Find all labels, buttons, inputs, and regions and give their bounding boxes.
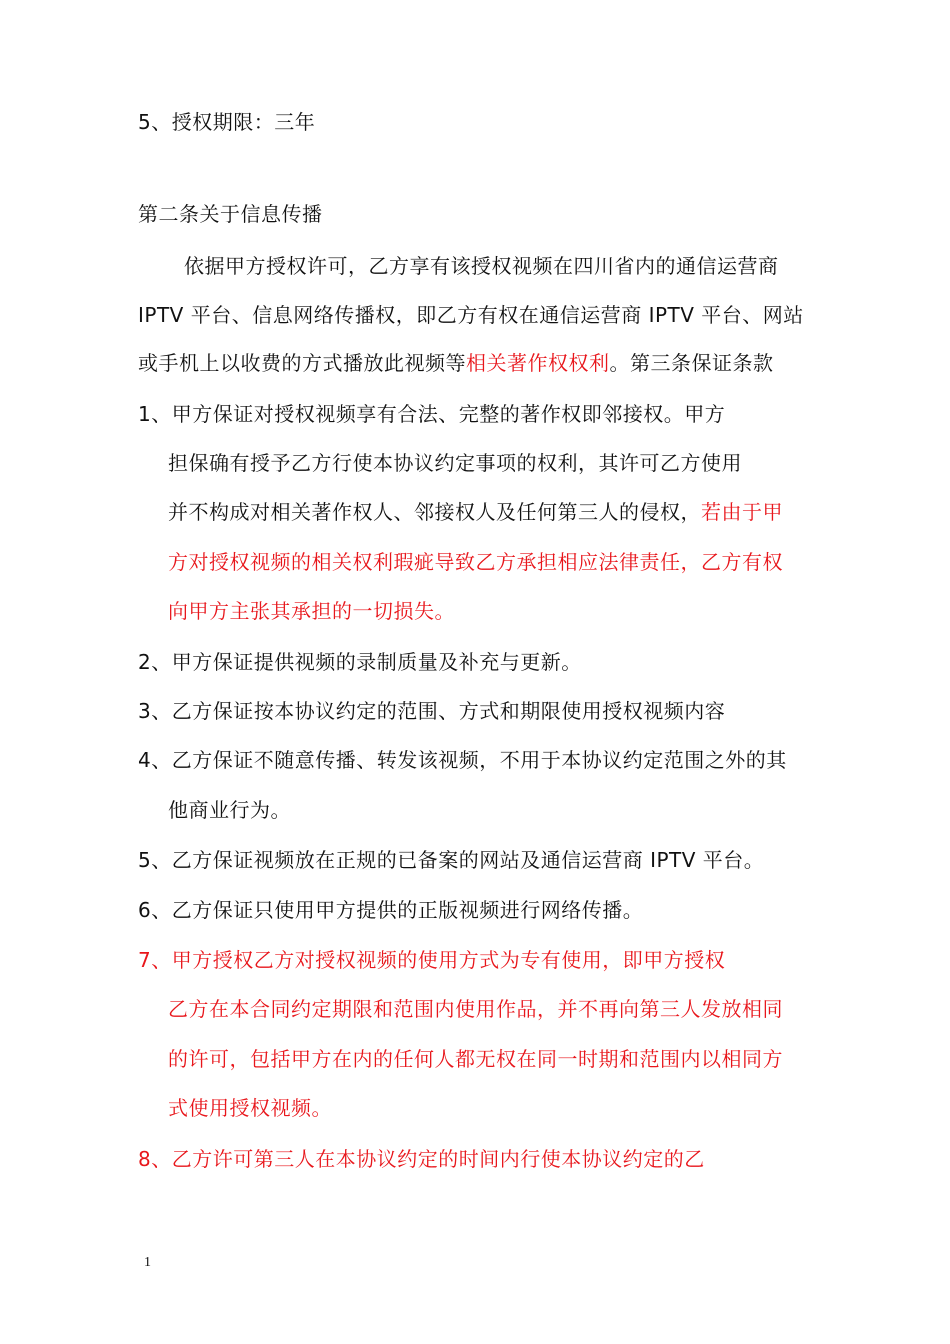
highlighted-clause-line: 向甲方主张其承担的一切损失。 [168,599,455,623]
page-number: 1 [144,1255,151,1270]
paragraph-line: IPTV 平台、信息网络传播权，即乙方有权在通信运营商 IPTV 平台、网站 [138,303,804,327]
highlighted-clause-line: 乙方在本合同约定期限和范围内使用作品，并不再向第三人发放相同 [168,997,783,1021]
paragraph-text: 或手机上以收费的方式播放此视频等 [138,351,466,375]
highlighted-clause-line: 式使用授权视频。 [168,1096,332,1120]
clause-item: 3、乙方保证按本协议约定的范围、方式和期限使用授权视频内容 [138,699,726,723]
clause-item: 1、甲方保证对授权视频享有合法、完整的著作权即邻接权。甲方 [138,402,726,426]
highlighted-clause-item: 7、甲方授权乙方对授权视频的使用方式为专有使用，即甲方授权 [138,948,726,972]
article-three-heading: 。第三条保证条款 [609,351,774,375]
highlighted-clause-line: 方对授权视频的相关权利瑕疵导致乙方承担相应法律责任，乙方有权 [168,550,783,574]
paragraph-line [138,349,774,377]
clause-continuation [168,498,783,526]
highlighted-text: 相关著作权权利 [466,351,610,375]
paragraph-text: 并不构成对相关著作权人、邻接权人及任何第三人的侵权， [168,500,701,524]
clause-item: 5、乙方保证视频放在正规的已备案的网站及通信运营商 IPTV 平台。 [138,848,765,872]
clause-continuation: 他商业行为。 [168,798,291,822]
term-authorization-period: 5、授权期限：三年 [138,110,316,134]
highlighted-clause-line: 的许可，包括甲方在内的任何人都无权在同一时期和范围内以相同方 [168,1047,783,1071]
highlighted-clause-item: 8、乙方许可第三人在本协议约定的时间内行使本协议约定的乙 [138,1147,705,1171]
article-two-heading: 第二条关于信息传播 [138,202,323,226]
clause-item: 4、乙方保证不随意传播、转发该视频，不用于本协议约定范围之外的其 [138,748,787,772]
clause-item: 2、甲方保证提供视频的录制质量及补充与更新。 [138,650,582,674]
paragraph-line: 依据甲方授权许可，乙方享有该授权视频在四川省内的通信运营商 [184,254,779,278]
clause-item: 6、乙方保证只使用甲方提供的正版视频进行网络传播。 [138,898,644,922]
highlighted-text: 若由于甲 [701,500,783,524]
clause-continuation: 担保确有授予乙方行使本协议约定事项的权利，其许可乙方使用 [168,451,742,475]
